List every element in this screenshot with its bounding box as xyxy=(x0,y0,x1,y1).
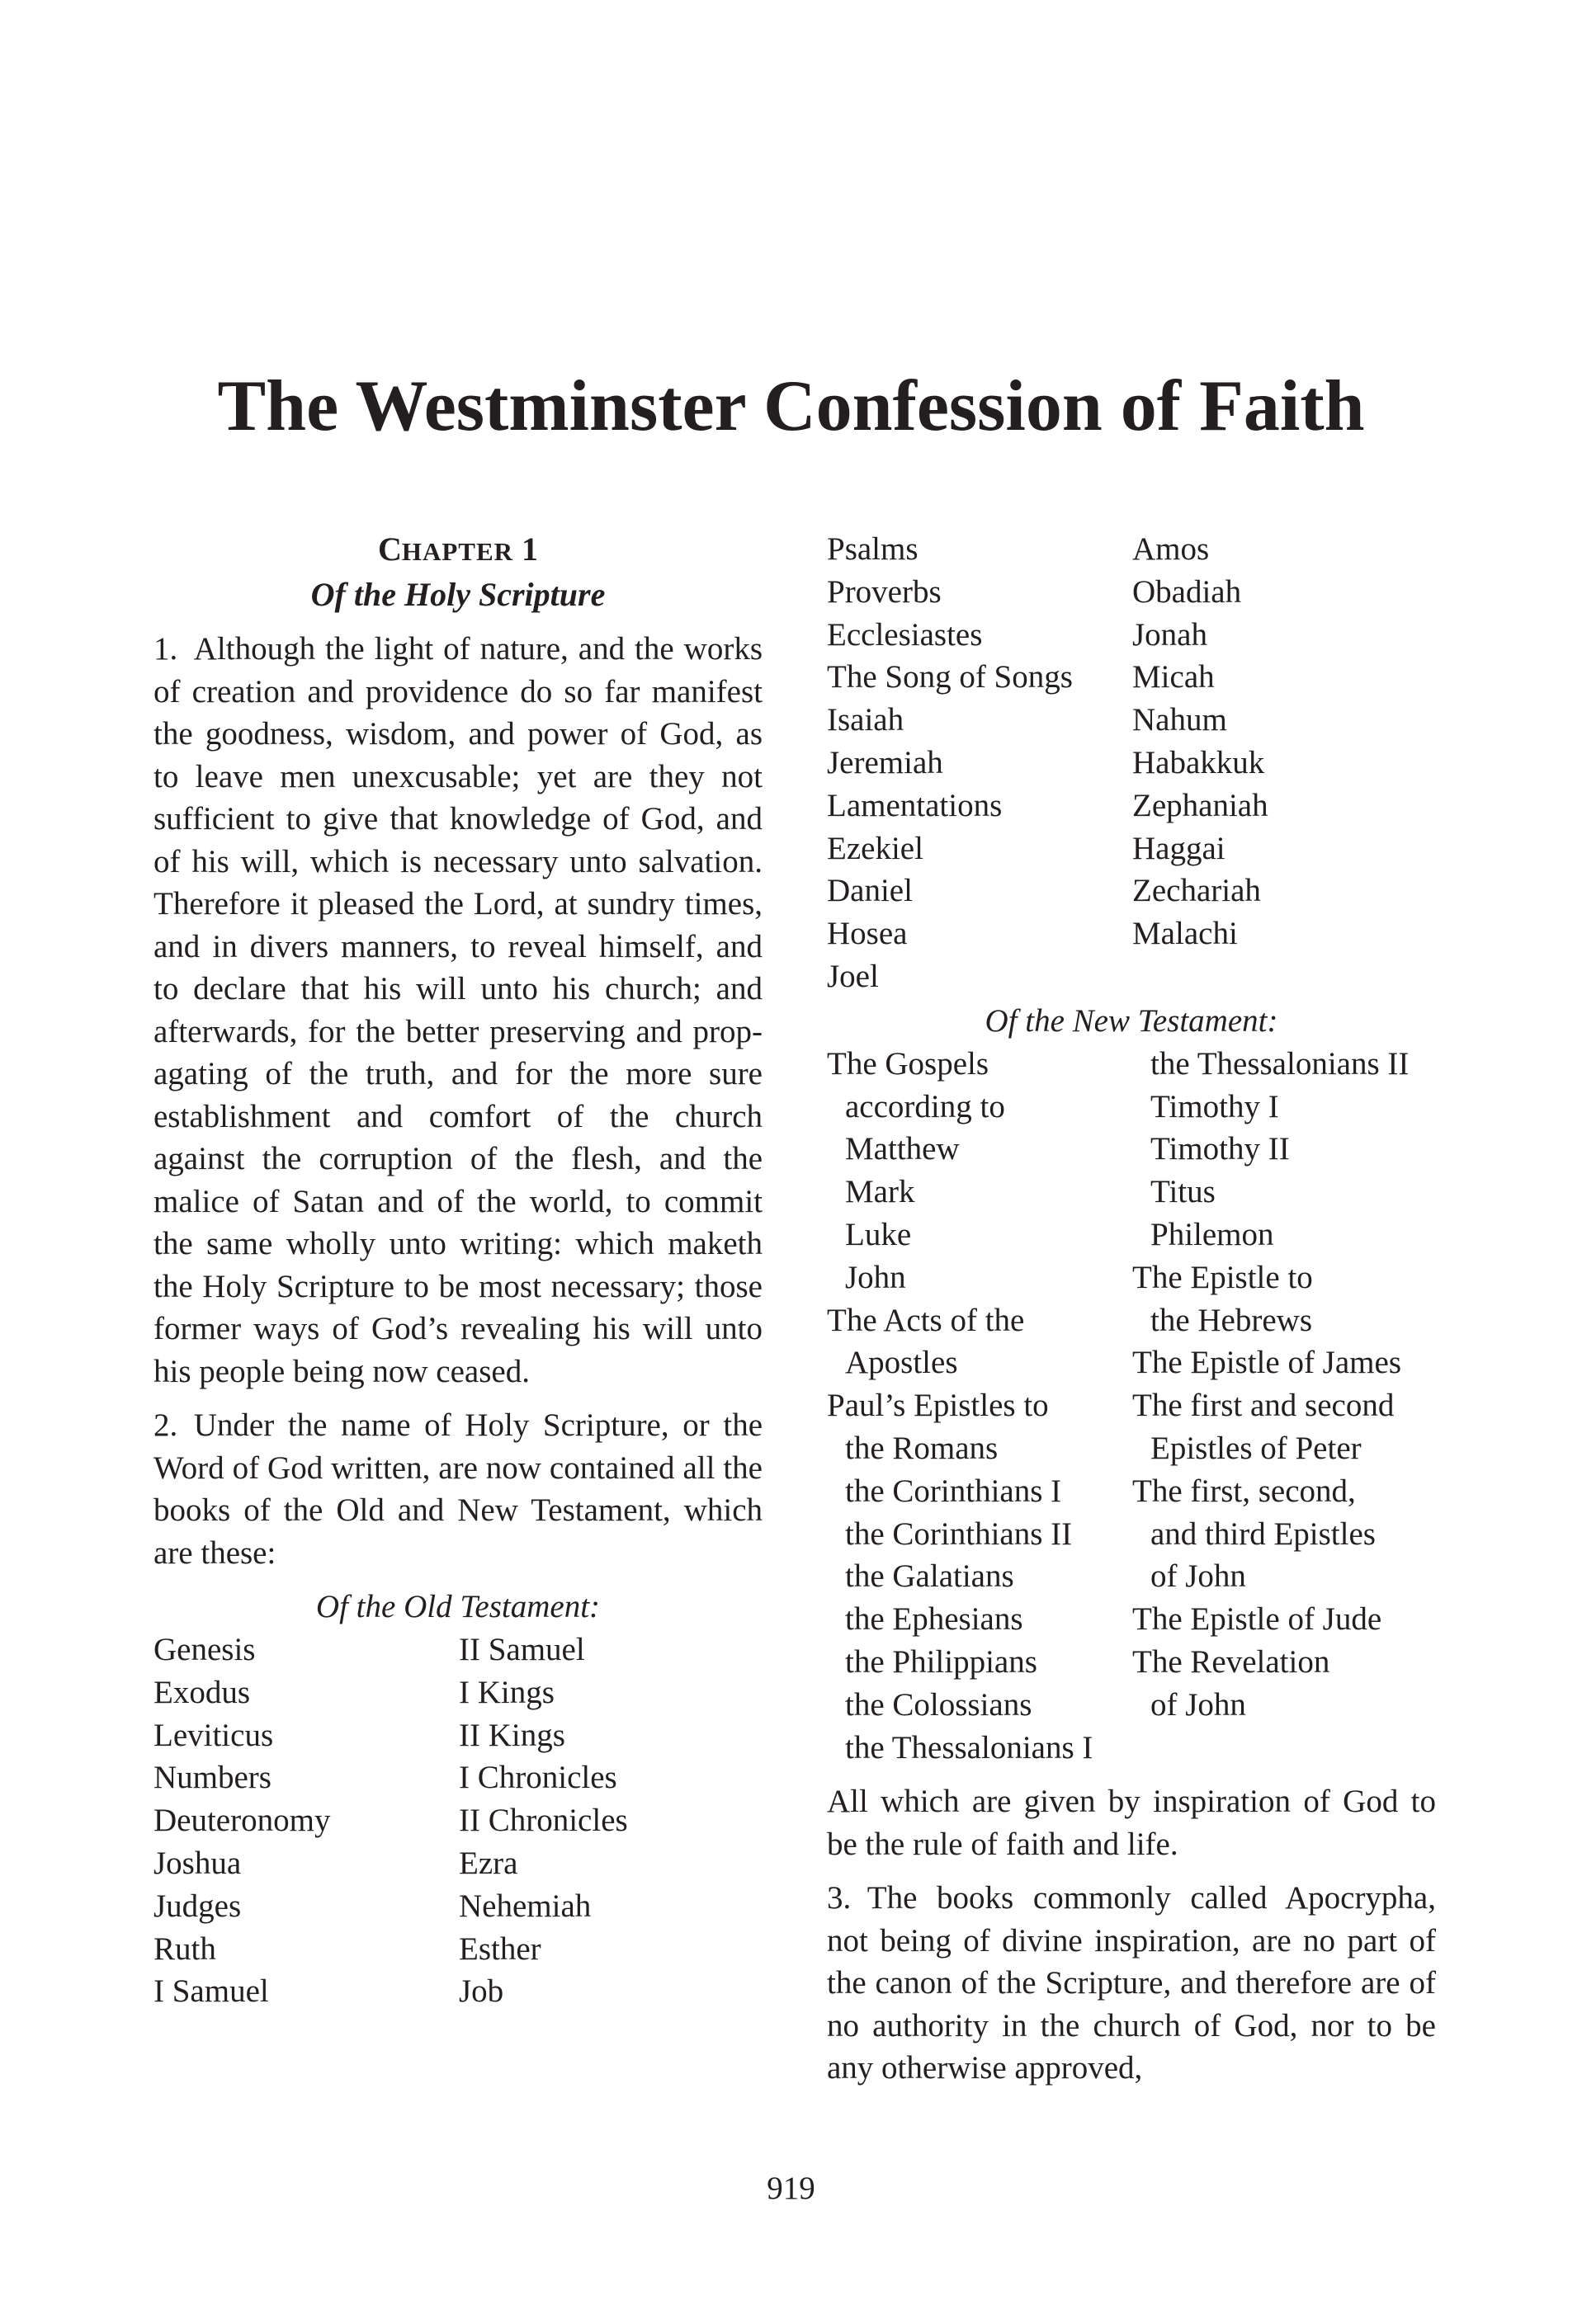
ot-col-1 xyxy=(153,1629,459,2013)
old-testament-heading: Of the Old Testament: xyxy=(315,1589,601,1624)
chapter-number: 1 xyxy=(522,530,539,568)
book-name: of John xyxy=(1150,1558,1246,1595)
book-name: Isaiah xyxy=(827,702,904,738)
book-name: Ruth xyxy=(153,1930,216,1967)
book-name: Lamentations xyxy=(827,787,1003,823)
book-name: Ezekiel xyxy=(827,830,923,866)
book-name: according to xyxy=(845,1088,1005,1124)
ot-col-2 xyxy=(459,1629,628,2013)
book-name: Timothy II xyxy=(1150,1131,1290,1167)
book-name: Luke xyxy=(845,1216,912,1252)
book-name: Amos xyxy=(1132,531,1210,567)
book-name: Deuteronomy xyxy=(153,1803,331,1839)
old-testament-list-left xyxy=(153,1629,763,2013)
book-name: Nahum xyxy=(1132,702,1227,738)
book-name: the Thessalonians I xyxy=(845,1729,1093,1765)
book-name: the Romans xyxy=(845,1430,999,1466)
book-name: Micah xyxy=(1132,659,1215,695)
book-name: Leviticus xyxy=(153,1717,274,1753)
book-name: Epistles of Peter xyxy=(1150,1430,1362,1466)
inspiration-line: All which are given by inspiration of God to be the rule of faith and life. xyxy=(827,1784,1436,1862)
chapter-label-initial: C xyxy=(377,530,402,568)
book-name: Matthew xyxy=(845,1131,960,1167)
book-name: Titus xyxy=(1150,1174,1216,1210)
book-name: Judges xyxy=(153,1888,242,1924)
book-name: Malachi xyxy=(1132,916,1238,952)
book-name: Job xyxy=(459,1973,504,2010)
book-name: the Galatians xyxy=(845,1558,1014,1595)
book-name: Psalms xyxy=(827,531,919,567)
book-name: The Epistle to xyxy=(1132,1259,1313,1295)
book-name: Philemon xyxy=(1150,1216,1274,1252)
book-name: Proverbs xyxy=(827,573,942,610)
book-name: and third Epistles xyxy=(1150,1516,1376,1552)
book-name: Numbers xyxy=(153,1760,272,1796)
book-name: Joel xyxy=(827,958,879,994)
book-name: of John xyxy=(1150,1686,1246,1723)
book-name: Jonah xyxy=(1132,616,1207,653)
book-name: the Colossians xyxy=(845,1686,1032,1723)
book-name: II Chronicles xyxy=(459,1803,628,1839)
book-name: Obadiah xyxy=(1132,573,1242,610)
book-name: the Ephesians xyxy=(845,1601,1023,1638)
book-name: John xyxy=(845,1259,906,1295)
book-name: Joshua xyxy=(153,1845,242,1881)
right-column xyxy=(827,528,1436,2090)
book-name: Hosea xyxy=(827,916,908,952)
book-name: Jeremiah xyxy=(827,744,943,780)
book-name: Haggai xyxy=(1132,830,1225,866)
paragraph-1: 1. Although the light of nature, and the works of creation and providence do so far manifest the goodness, wisdom, and power of God, as to leave men unexcusable; yet are they not sufficient to give that knowledge of God, and of his will, which is necessary unto salvation. Therefore it pleased the Lord, at sundry times, and in divers manners, to reveal himself, and to declare that his will unto his church; and afterwards, for the better preserving and propagating of the truth, and for the more sure establishment and comfort of the church against the corruption of the flesh, and the malice of Satan and of the world, to commit the same wholly unto writing: which maketh the Holy Scripture to be most necessary; those former ways of God’s revealing his will unto his people being now ceased. xyxy=(153,631,763,1389)
book-name: Apostles xyxy=(845,1345,958,1381)
old-testament-list-right xyxy=(827,528,1436,998)
book-name: Ecclesiastes xyxy=(827,616,983,653)
book-name: Zechariah xyxy=(1132,873,1261,909)
book-name: Nehemiah xyxy=(459,1888,592,1924)
book-name: Genesis xyxy=(153,1632,256,1667)
book-name: the Thessalonians II xyxy=(1150,1045,1410,1082)
nt-col-1 xyxy=(827,1043,1132,1770)
book-name: the Hebrews xyxy=(1150,1302,1313,1338)
book-name: Exodus xyxy=(153,1674,250,1710)
book-name: The Song of Songs xyxy=(827,659,1073,695)
book-name: II Kings xyxy=(459,1717,565,1753)
book-name: I Kings xyxy=(459,1674,555,1710)
book-name: The first, second, xyxy=(1132,1473,1356,1509)
book-name: Habakkuk xyxy=(1132,744,1265,780)
book-name: Esther xyxy=(459,1930,541,1967)
chapter-heading xyxy=(153,528,763,573)
book-name: Zephaniah xyxy=(1132,787,1268,823)
book-name: Ezra xyxy=(459,1845,518,1881)
page-number: 919 xyxy=(767,2171,815,2206)
book-name: the Corinthians II xyxy=(845,1516,1073,1552)
book-name: The Epistle of Jude xyxy=(1132,1601,1382,1638)
book-name: The Revelation xyxy=(1132,1643,1330,1680)
book-name: I Samuel xyxy=(153,1973,269,2010)
nt-col-2 xyxy=(1132,1043,1409,1770)
book-name: Mark xyxy=(845,1174,915,1210)
book-name: Daniel xyxy=(827,873,913,909)
book-name: Timothy I xyxy=(1150,1088,1279,1124)
ot-col-4 xyxy=(1132,528,1268,998)
paragraph-2: 2. Under the name of Holy Scripture, or the Word of God written, are now contained all the books of the Old and New Testament, which are these: xyxy=(153,1407,763,1571)
new-testament-heading: Of the New Testament: xyxy=(985,1002,1278,1039)
chapter-subtitle: Of the Holy Scripture xyxy=(310,576,606,613)
book-name: II Samuel xyxy=(459,1632,585,1667)
book-name: The first and second xyxy=(1132,1388,1395,1424)
book-name: Paul’s Epistles to xyxy=(827,1388,1049,1424)
book-name: I Chronicles xyxy=(459,1760,617,1796)
left-column xyxy=(153,528,763,2013)
book-name: the Philippians xyxy=(845,1643,1037,1680)
new-testament-list xyxy=(827,1043,1436,1770)
paragraph-3: 3. The books commonly called Apocrypha, not being of divine inspiration, are no part of the canon of the Scripture, and therefore are of no authority in the church of God, nor to be any otherwise approved, xyxy=(827,1880,1436,2086)
book-name: The Acts of the xyxy=(827,1302,1025,1338)
chapter-label-rest: HAPTER xyxy=(401,537,514,566)
document-title: The Westminster Confession of Faith xyxy=(217,366,1365,446)
book-name: The Epistle of James xyxy=(1132,1345,1401,1381)
book-name: The Gospels xyxy=(827,1045,989,1082)
ot-col-3 xyxy=(827,528,1132,998)
book-name: the Corinthians I xyxy=(845,1473,1062,1509)
